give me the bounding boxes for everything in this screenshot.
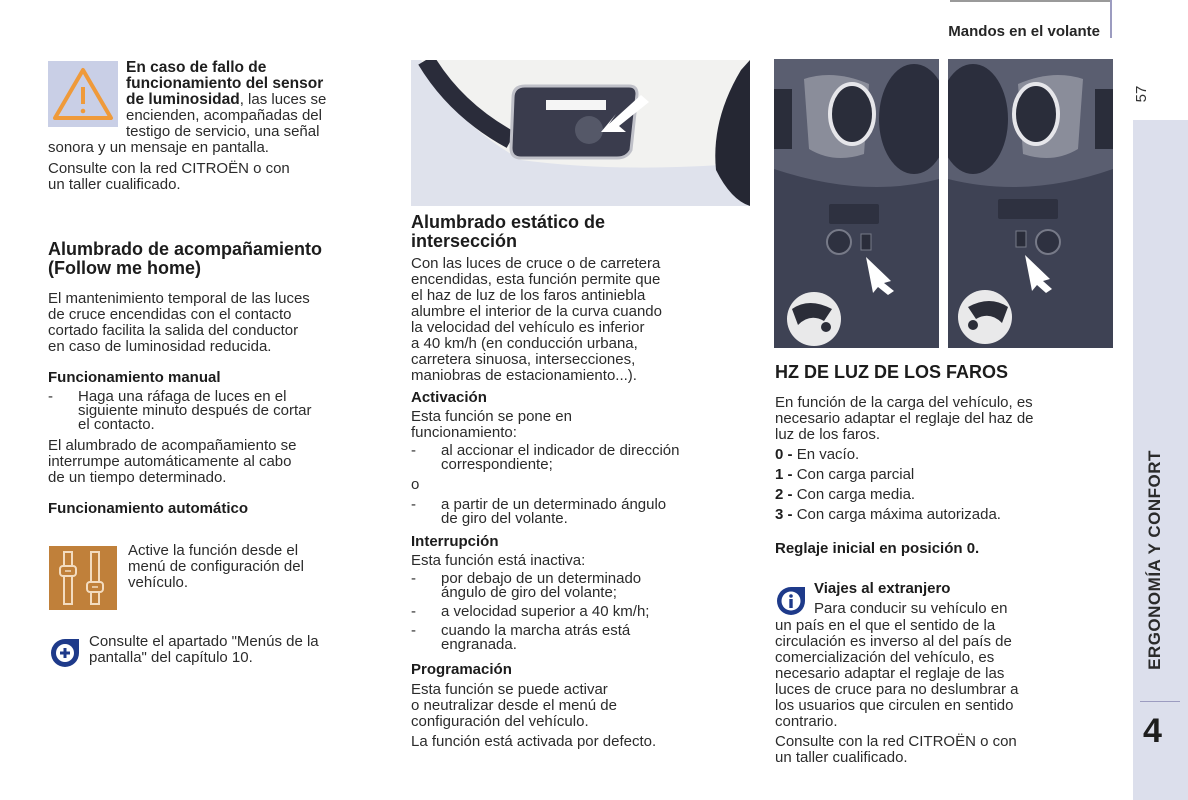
- list-item: - Haga una ráfaga de luces en el siguiente minuto después de cortar el contacto.: [48, 388, 312, 433]
- section-heading: HZ DE LUZ DE LOS FAROS: [775, 362, 1009, 382]
- list-item: - al accionar el indicador de dirección correspondiente;: [411, 442, 680, 473]
- position-list: [775, 447, 1120, 523]
- warning-triangle-icon: [48, 61, 118, 127]
- dashboard-left-photo: [774, 59, 939, 348]
- travel-heading: Viajes al extranjero: [814, 580, 951, 597]
- subheading: Funcionamiento automático: [48, 500, 249, 517]
- position-item: 1 - Con carga parcial: [775, 466, 915, 483]
- chapter-divider: [1140, 701, 1180, 702]
- list-item: - por debajo de un determinado ángulo de giro del volante;: [411, 570, 642, 601]
- section-title: Mandos en el volante: [948, 23, 1100, 40]
- chapter-number: 4: [1143, 712, 1162, 750]
- fog-lamp-photo: [411, 60, 750, 206]
- position-item: 3 - Con carga máxima autorizada.: [775, 506, 1001, 523]
- section-heading: Alumbrado estático de: [411, 212, 606, 232]
- position-item: 0 - En vacío.: [775, 446, 860, 463]
- subheading: Activación: [411, 389, 487, 406]
- chapter-label: ERGONOMÍA Y CONFORT: [1145, 450, 1164, 670]
- page-number: 57: [1133, 85, 1150, 103]
- subheading: Programación: [411, 661, 512, 678]
- warning-text: En caso de fallo de funcionamiento del sensor de luminosidad, las luces se encienden, acompañadas del testigo de servicio, una señal: [126, 59, 327, 140]
- list-item: - a velocidad superior a 40 km/h;: [411, 603, 650, 620]
- position-item: 2 - Con carga media.: [775, 486, 916, 503]
- list-item: - cuando la marcha atrás está engranada.: [411, 622, 631, 653]
- settings-sliders-icon: [49, 546, 117, 610]
- initial-setting: Reglaje inicial en posición 0.: [775, 540, 980, 557]
- header-divider: [1110, 0, 1112, 38]
- info-circle-icon: [775, 585, 807, 617]
- follow-me-home-section: Alumbrado de acompañamiento (Follow me home) El mantenimiento temporal de las luces de cruce encendidas con el contacto cortado facilita la salida del conductor en caso de luminosidad reducida. Funcionamiento manual - Haga una ráfaga de luces en el siguiente minuto después de cortar el contacto. El alumbrado de acompañamiento se interrumpe automáticamente al cabo de un tiempo determinado. Funcionamiento automático: [48, 240, 398, 517]
- subheading: Interrupción: [411, 533, 499, 550]
- subheading: Funcionamiento manual: [48, 369, 221, 386]
- plus-circle-icon: [49, 637, 81, 669]
- top-rule: [950, 0, 1110, 2]
- list-item: - a partir de un determinado ángulo de giro del volante.: [411, 496, 667, 527]
- dashboard-right-photo: [948, 59, 1113, 348]
- section-heading: Alumbrado de acompañamiento: [48, 239, 323, 259]
